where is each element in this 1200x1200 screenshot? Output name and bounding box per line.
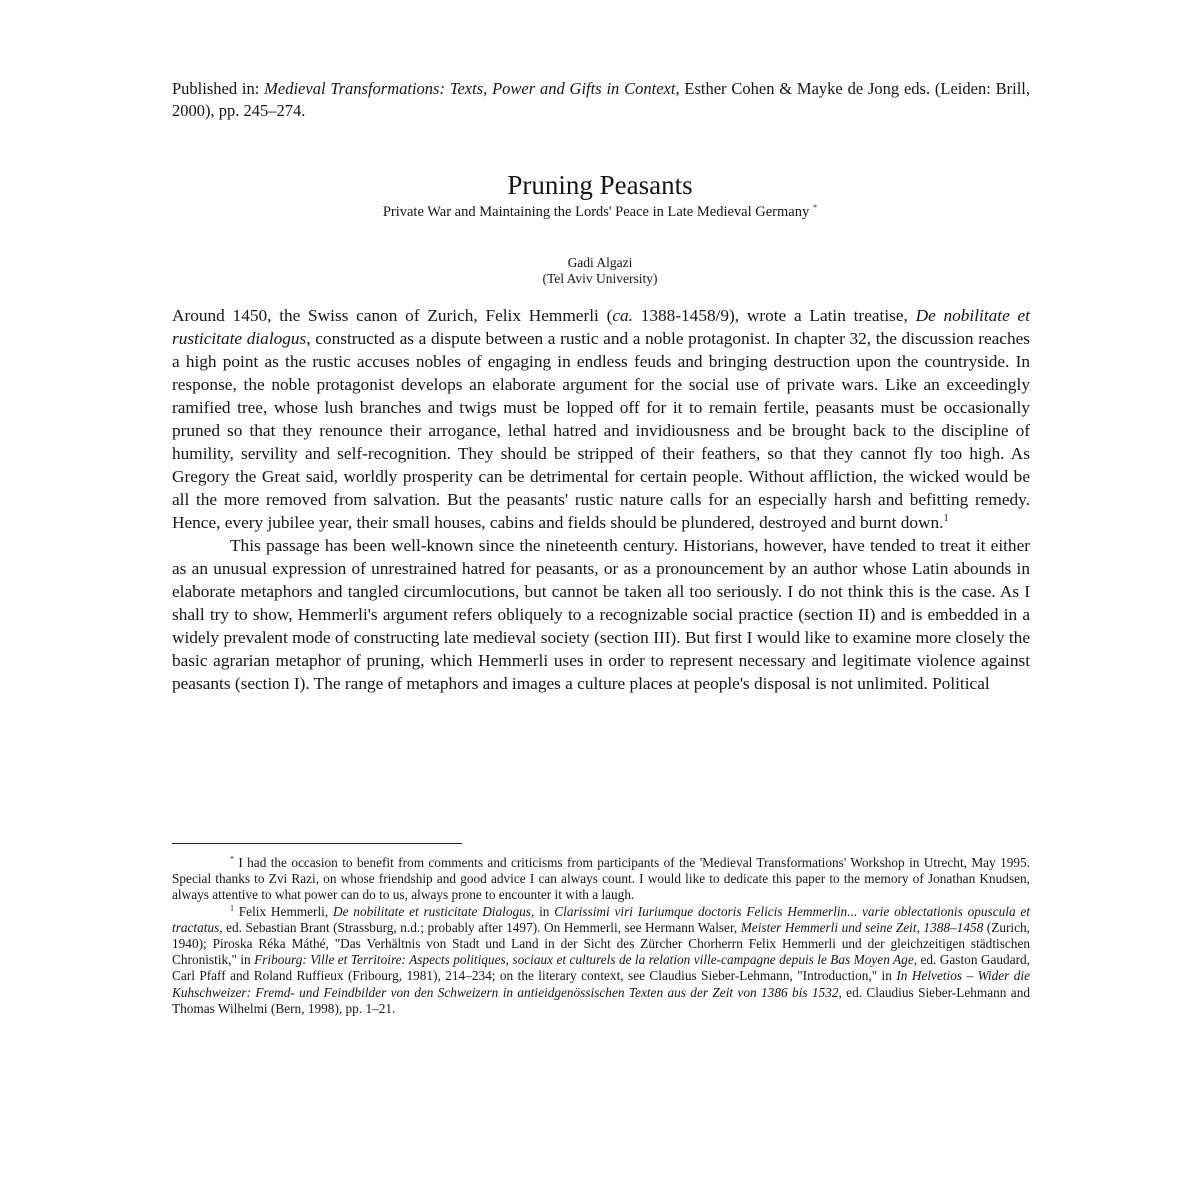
footnote-star (172, 855, 1030, 904)
p1-circa: ca. (612, 306, 633, 325)
footnote-1 (172, 904, 1030, 1017)
footnote-ref-1[interactable]: 1 (943, 513, 949, 525)
author-name: Gadi Algazi (567, 255, 633, 270)
fn1-title-1: De nobilitate et rusticitate Dialogus (332, 903, 531, 919)
main-text (172, 304, 1030, 695)
p1-work-title: De nobilitate et rusticitate dialogus (172, 306, 1030, 348)
fn1-title-2: Clarissimi viri Iuriumque doctoris Felicis Hemmerlin... varie oblectationis opuscula et tractatus (172, 903, 1031, 935)
publication-suffix: , Esther Cohen & Mayke de Jong eds. (Leiden: Brill, 2000), pp. 245–274. (172, 79, 1030, 120)
fn1-text-e: , ed. Gaston Gaudard, Carl Pfaff and Roland Ruffieux (Fribourg, 1981), 214–234; on the literary context, see Claudius Sieber-Lehmann, "Introduction," in (172, 952, 1030, 984)
author-affiliation: (Tel Aviv University) (542, 271, 658, 286)
author-block (0, 255, 1200, 287)
fn1-title-3: Meister Hemmerli und seine Zeit, 1388–1458 (740, 919, 984, 935)
publication-book-title: Medieval Transformations: Texts, Power and Gifts in Context (264, 79, 676, 98)
fn1-title-5: In Helvetios – Wider die Kuhschweizer: Fremd- und Feindbilder von den Schweizern in antieidgenössischen Texten aus der Zeit von 1386 bis 1532 (172, 968, 1030, 1000)
p1-text-a: Around 1450, the Swiss canon of Zurich, Felix Hemmerli ( (172, 306, 613, 325)
subtitle-footnote-marker[interactable]: * (812, 202, 818, 213)
paragraph-1 (172, 304, 1030, 534)
paragraph-2: This passage has been well-known since the nineteenth century. Historians, however, have tended to treat it either as an unusual expression of unrestrained hatred for peasants, or as a pronouncement by an author whose Latin abounds in elaborate metaphors and tangled circumlocutions, but cannot be taken all too seriously. I do not think this is the case. As I shall try to show, Hemmerli's argument refers obliquely to a recognizable social practice (section II) and is embedded in a widely prevalent mode of constructing late medieval society (section III). But first I would like to examine more closely the basic agrarian metaphor of pruning, which Hemmerli uses in order to represent necessary and legitimate violence against peasants (section I). The range of metaphors and images a culture places at people's disposal is not unlimited. Political (172, 536, 1030, 693)
p1-text-b: 1388-1458/9), wrote a Latin treatise, (632, 306, 916, 325)
fn1-text-a: Felix Hemmerli, (233, 903, 333, 919)
footnote-star-text: I had the occasion to benefit from comments and criticisms from participants of the 'Medieval Transformations' Workshop in Utrecht, May 1995. Special thanks to Zvi Razi, on whose friendship and good advice I can always count. I would like to dedicate this paper to the memory of Jonathan Knudsen, always attentive to what power can do to us, always prone to encounter it with a laugh. (172, 855, 1030, 903)
footnotes (172, 855, 1030, 1017)
footnote-1-marker: 1 (230, 903, 234, 913)
publication-note (172, 78, 1030, 122)
fn1-text-f: , ed. Claudius Sieber-Lehmann and Thomas Wilhelmi (Bern, 1998), pp. 1–21. (172, 984, 1030, 1016)
publication-prefix: Published in: (172, 79, 265, 98)
footnote-divider (172, 843, 462, 844)
subtitle-text: Private War and Maintaining the Lords' Peace in Late Medieval Germany (382, 204, 810, 220)
fn1-text-b: , in (530, 903, 555, 919)
fn1-text-d: (Zurich, 1940); Piroska Réka Máthé, "Das Verhältnis von Stadt und Land in der Sicht des Zürcher Chorherrn Felix Hemmerli und der gleichzeitigen städtischen Chronistik," in (172, 919, 1030, 968)
page-title: Pruning Peasants (507, 170, 693, 200)
fn1-title-4: Fribourg: Ville et Territoire: Aspects politiques, sociaux et culturels de la relation ville-campagne depuis le Bas Moyen Age (254, 952, 914, 968)
p1-text-c: , constructed as a dispute between a rustic and a noble protagonist. In chapter 32, the discussion reaches a high point as the rustic accuses nobles of engaging in endless feuds and bringing destruction upon the countryside. In response, the noble protagonist develops an elaborate argument for the social use of private wars. Like an exceedingly ramified tree, whose lush branches and twigs must be lopped off for it to remain fertile, peasants must be occasionally pruned so that they renounce their arrogance, lethal hatred and invidiousness and be brought back to the discipline of humility, servility and self-recognition. They should be stripped of their feathers, so that they cannot fly too high. As Gregory the Great said, worldly prosperity can be detrimental for certain people. Without affliction, the wicked would be all the more removed from salvation. But the peasants' rustic nature calls for an especially harsh and befitting remedy. Hence, every jubilee year, their small houses, cabins and fields should be plundered, destroyed and burnt down. (172, 329, 1031, 532)
footnote-star-marker: * (230, 854, 234, 864)
fn1-text-c: , ed. Sebastian Brant (Strassburg, n.d.; probably after 1497). On Hemmerli, see Hermann Walser, (219, 919, 741, 935)
page-subtitle (0, 203, 1200, 221)
